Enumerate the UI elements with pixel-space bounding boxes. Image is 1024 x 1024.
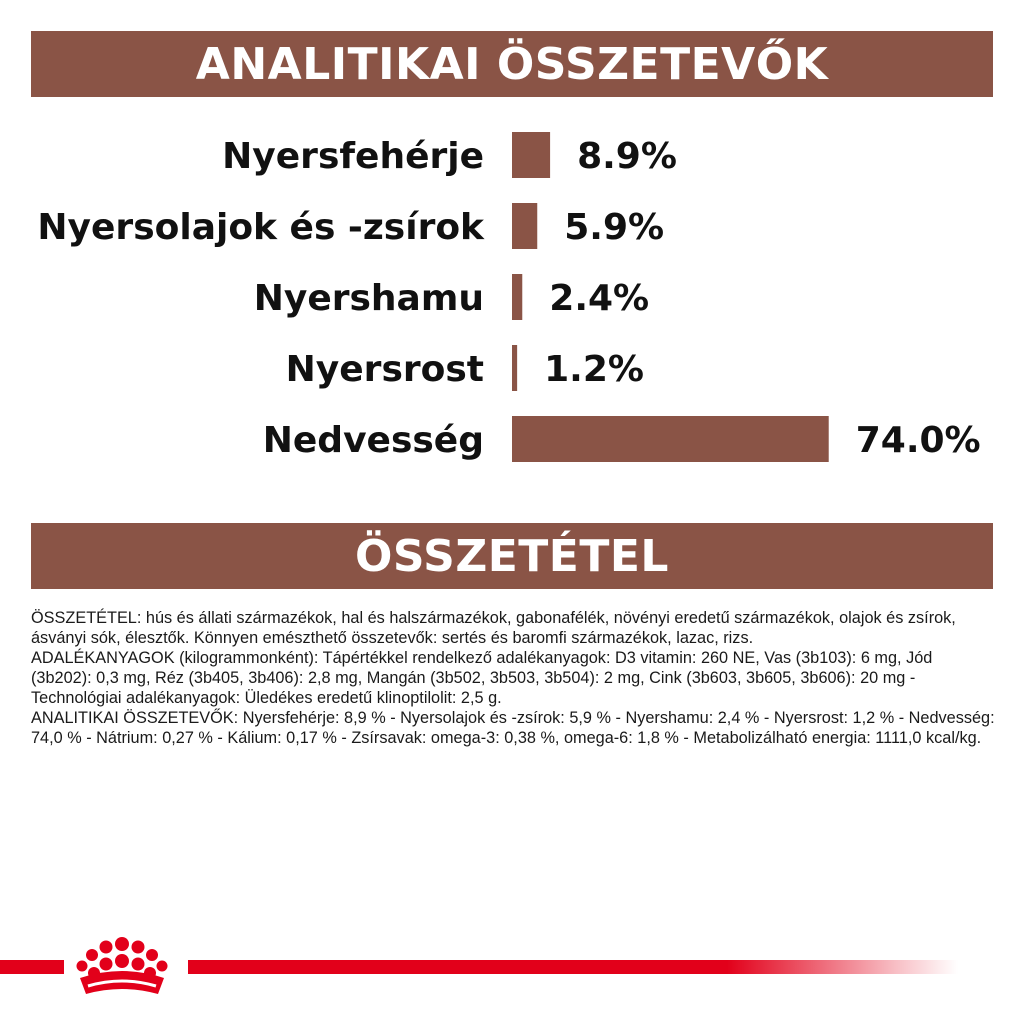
ingredients-paragraph: ÖSSZETÉTEL: hús és állati származékok, hal és halszármazékok, gabonafélék, növényi eredetű származékok, olajok és zsírok, ásványi sók, élesztők. Könnyen emészthető összetevők: sertés és baromfi származékok, lazac, rizs. bbox=[31, 609, 956, 647]
red-accent-line-right bbox=[188, 960, 958, 974]
value-label: 74.0% bbox=[855, 420, 981, 461]
composition-header: ÖSSZETÉTEL bbox=[31, 523, 993, 589]
bar bbox=[512, 416, 829, 462]
bar bbox=[512, 345, 517, 391]
category-label: Nedvesség bbox=[262, 420, 484, 461]
analytical-bar-chart bbox=[0, 110, 1024, 480]
bar bbox=[512, 274, 522, 320]
value-label: 1.2% bbox=[544, 349, 644, 390]
red-accent-line-left bbox=[0, 960, 64, 974]
value-label: 8.9% bbox=[577, 136, 677, 177]
analytical-paragraph: ANALITIKAI ÖSSZETEVŐK: Nyersfehérje: 8,9 % - Nyersolajok és -zsírok: 5,9 % - Nyershamu: 2,4 % - Nyersrost: 1,2 % - Nedvesség: 74,0 % - Nátrium: 0,27 % - Kálium: 0,17 % - Zsírsavak: omega-3: 0,38 %, omega-6: 1,8 % - Metabolizálható energia: 1111,0 kcal/kg. bbox=[31, 709, 995, 747]
value-label: 2.4% bbox=[549, 278, 650, 319]
bar bbox=[512, 132, 550, 178]
brand-footer bbox=[0, 930, 1024, 1010]
bar bbox=[512, 203, 537, 249]
composition-text bbox=[31, 608, 997, 748]
value-label: 5.9% bbox=[564, 207, 665, 248]
additives-paragraph: ADALÉKANYAGOK (kilogrammonként): Tápértékkel rendelkező adalékanyagok: D3 vitamin: 260 NE, Vas (3b103): 6 mg, Jód (3b202): 0,3 mg, Réz (3b405, 3b406): 2,8 mg, Mangán (3b502, 3b503, 3b504): 2 mg, Cink (3b603, 3b605, 3b606): 20 mg - Technológiai adalékanyagok: Üledékes eredetű klinoptilolit: 2,5 g. bbox=[31, 649, 933, 707]
category-label: Nyersolajok és -zsírok bbox=[37, 207, 484, 248]
category-label: Nyersfehérje bbox=[222, 136, 484, 177]
crown-icon bbox=[70, 934, 174, 998]
analytical-header: ANALITIKAI ÖSSZETEVŐK bbox=[31, 31, 993, 97]
category-label: Nyersrost bbox=[285, 349, 484, 390]
category-label: Nyershamu bbox=[253, 278, 484, 319]
